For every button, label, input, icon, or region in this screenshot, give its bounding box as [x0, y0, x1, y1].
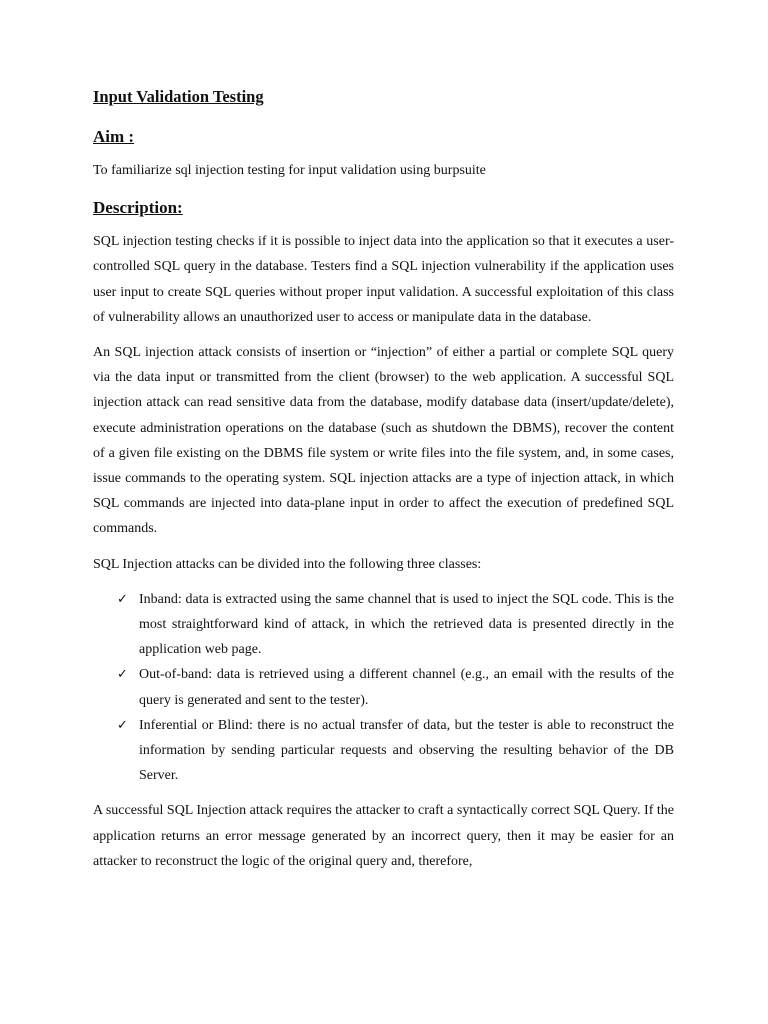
aim-heading: Aim : [93, 127, 135, 146]
injection-classes-list [93, 587, 674, 789]
list-item-text: Inband: data is extracted using the same channel that is used to inject the SQL code. This is the most straightforward kind of attack, in which the retrieved data is presented directly in the application web page. [139, 591, 674, 658]
description-heading: Description: [93, 198, 183, 218]
list-item [117, 713, 674, 789]
paragraph-classes-intro: SQL Injection attacks can be divided into the following three classes: [93, 556, 482, 572]
paragraph-conclusion: A successful SQL Injection attack requires the attacker to craft a syntactically correct SQL Query. If the application returns an error message generated by an incorrect query, then it may be easier for an attacker to reconstruct the logic of the original query and, therefore, [93, 803, 674, 869]
checkmark-icon: ✓ [117, 717, 128, 733]
aim-text: To familiarize sql injection testing for input validation using burpsuite [93, 163, 486, 178]
list-item [117, 662, 674, 712]
checkmark-icon: ✓ [117, 667, 128, 683]
list-item-text: Inferential or Blind: there is no actual transfer of data, but the tester is able to reconstruct the information by sending particular requests and observing the resulting behavior of the DB Server. [139, 717, 674, 784]
page-title: Input Validation Testing [93, 87, 264, 106]
checkmark-icon: ✓ [117, 591, 128, 607]
paragraph-attack: An SQL injection attack consists of insertion or “injection” of either a partial or complete SQL query via the data input or transmitted from the client (browser) to the web application. A successful SQL injection attack can read sensitive data from the database, modify database data (insert/update/delete), execute administration operations on the database (such as shutdown the DBMS), recover the content of a given file existing on the DBMS file system or write files into the file system, and, in some cases, issue commands to the operating system. SQL injection attacks are a type of injection attack, in which SQL commands are injected into data-plane input in order to affect the execution of predefined SQL commands. [93, 345, 674, 537]
list-item-text: Out-of-band: data is retrieved using a different channel (e.g., an email with the results of the query is generated and sent to the tester). [139, 667, 674, 708]
list-item [117, 587, 674, 663]
paragraph-intro: SQL injection testing checks if it is possible to inject data into the application so that it executes a user-controlled SQL query in the database. Testers find a SQL injection vulnerability if the application uses user input to create SQL queries without proper input validation. A successful exploitation of this class of vulnerability allows an unauthorized user to access or manipulate data in the database. [93, 234, 674, 325]
